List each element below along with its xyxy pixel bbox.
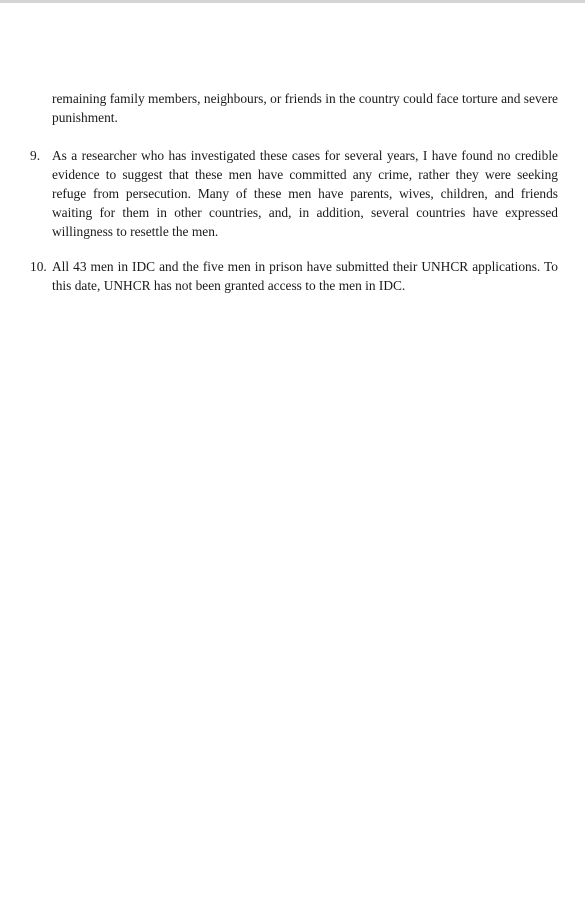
numbered-item-9 [30, 146, 558, 241]
item-text: All 43 men in IDC and the five men in prison have submitted their UNHCR applications. To this date, UNHCR has not been granted access to the men in IDC. [52, 259, 558, 293]
numbered-item-10 [30, 257, 558, 295]
continuation-paragraph: remaining family members, neighbours, or friends in the country could face torture and severe punishment. [52, 91, 558, 125]
item-number: 9. [30, 148, 41, 163]
item-number: 10. [30, 259, 47, 274]
item-text: As a researcher who has investigated these cases for several years, I have found no credible evidence to suggest that these men have committed any crime, rather they were seeking refuge from persecution. Many of these men have parents, wives, children, and friends waiting for them in other countries, and, in addition, several countries have expressed willingness to resettle the men. [52, 148, 558, 239]
